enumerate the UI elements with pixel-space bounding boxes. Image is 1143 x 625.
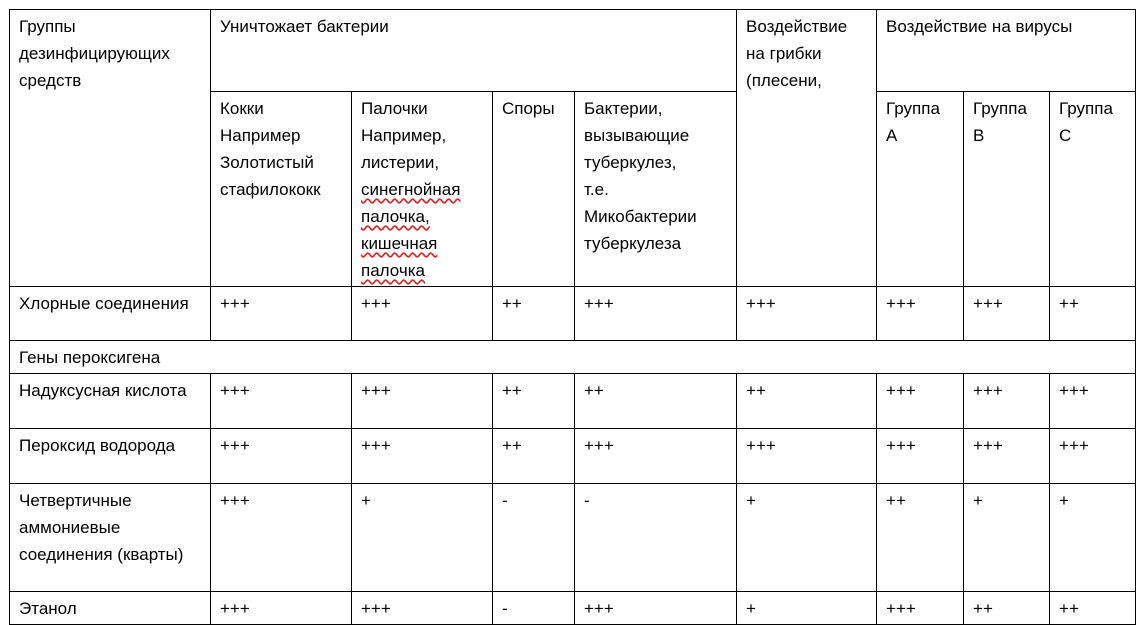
disinfectant-table [9, 9, 1136, 625]
spellcheck-word: палочка, [361, 207, 430, 226]
spellcheck-word: кишечная [361, 234, 438, 253]
row-label: Четвертичные аммониевые соединения (кварты) [10, 484, 211, 592]
table-row [10, 374, 1136, 429]
table-cell: + [737, 592, 877, 625]
table-cell: +++ [877, 592, 964, 625]
header-fungi: Воздействие на грибки (плесени, [737, 10, 877, 287]
table-cell: +++ [964, 374, 1050, 429]
row-label: Хлорные соединения [10, 287, 211, 341]
header-groups: Группы дезинфицирующих средств [10, 10, 211, 287]
table-cell: ++ [493, 287, 575, 341]
table-row [10, 429, 1136, 484]
row-label: Этанол [10, 592, 211, 625]
table-cell: +++ [964, 287, 1050, 341]
row-label: Пероксид водорода [10, 429, 211, 484]
table-cell: + [352, 484, 493, 592]
table-cell: + [737, 484, 877, 592]
table-cell: ++ [1050, 287, 1136, 341]
table-cell: +++ [352, 592, 493, 625]
table-cell: +++ [211, 429, 352, 484]
subheader-virus-b: Группа В [964, 92, 1050, 287]
table-cell: ++ [575, 374, 737, 429]
subheader-rods: Палочки Например, листерии, синегнойная палочка, кишечная палочка [352, 92, 493, 287]
table-cell: +++ [575, 429, 737, 484]
table-cell: +++ [211, 287, 352, 341]
table-cell: +++ [575, 287, 737, 341]
table-cell: +++ [352, 287, 493, 341]
table-cell: + [964, 484, 1050, 592]
table-cell: +++ [964, 429, 1050, 484]
table-cell: ++ [1050, 592, 1136, 625]
subheader-virus-c: Группа С [1050, 92, 1136, 287]
subheader-tb: Бактерии, вызывающие туберкулез, т.е. Микобактерии туберкулеза [575, 92, 737, 287]
table-cell: + [1050, 484, 1136, 592]
table-cell: +++ [211, 484, 352, 592]
table-row [10, 287, 1136, 341]
table-cell: +++ [877, 287, 964, 341]
table-cell: +++ [1050, 429, 1136, 484]
table-cell: ++ [737, 374, 877, 429]
table-cell: - [493, 484, 575, 592]
table-cell: - [493, 592, 575, 625]
table-cell: +++ [737, 429, 877, 484]
table-cell: - [575, 484, 737, 592]
table-cell: +++ [211, 592, 352, 625]
table-cell: +++ [575, 592, 737, 625]
table-row [10, 341, 1136, 374]
table-cell: +++ [877, 429, 964, 484]
subheader-cocci: Кокки Например Золотистый стафилококк [211, 92, 352, 287]
header-viruses: Воздействие на вирусы [877, 10, 1136, 92]
header-row [10, 10, 1136, 92]
row-label: Надуксусная кислота [10, 374, 211, 429]
header-bacteria: Уничтожает бактерии [211, 10, 737, 92]
subheader-virus-a: Группа А [877, 92, 964, 287]
table-row [10, 484, 1136, 592]
table-row [10, 592, 1136, 625]
table-cell: +++ [1050, 374, 1136, 429]
spellcheck-word: синегнойная [361, 180, 461, 199]
table-cell: ++ [964, 592, 1050, 625]
table-cell: +++ [211, 374, 352, 429]
spellcheck-word: палочка [361, 261, 425, 280]
row-section-label: Гены пероксигена [10, 341, 1136, 374]
table-cell: +++ [352, 429, 493, 484]
subheader-spores: Споры [493, 92, 575, 287]
table-cell: +++ [352, 374, 493, 429]
table-cell: +++ [737, 287, 877, 341]
table-cell: ++ [493, 429, 575, 484]
table-cell: +++ [877, 374, 964, 429]
table-cell: ++ [877, 484, 964, 592]
table-cell: ++ [493, 374, 575, 429]
